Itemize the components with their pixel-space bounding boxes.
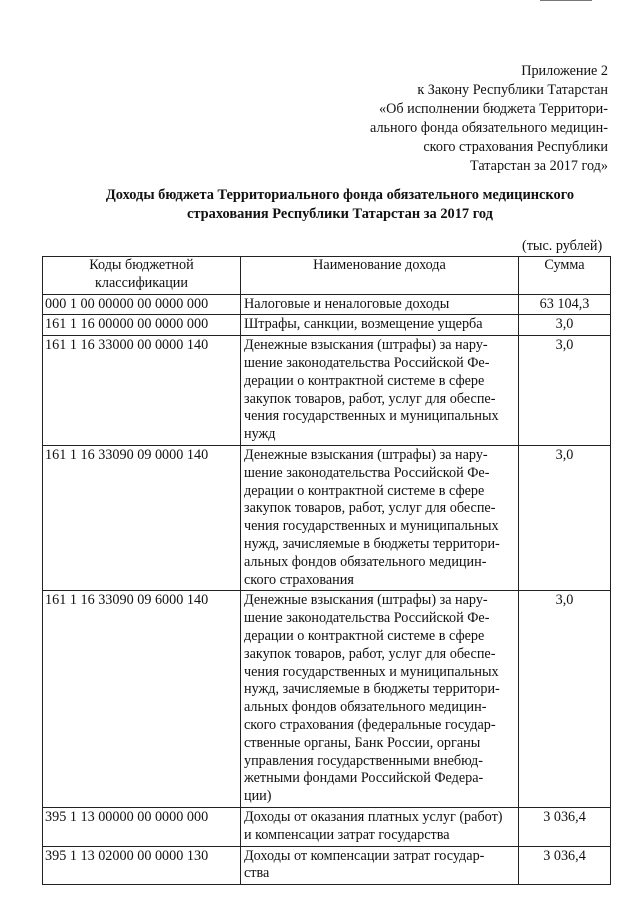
income-name-line: дерации о контрактной системе в сфере (244, 372, 485, 389)
classification-code: 395 1 13 02000 00 0000 130 (43, 846, 241, 885)
income-name-line: дерации о контрактной системе в сфере (244, 482, 485, 499)
income-name-line: ства (244, 865, 270, 882)
income-name-line: ского страхования (244, 571, 354, 588)
income-name-line: Денежные взыскания (штрафы) за нару- (244, 337, 488, 354)
income-sum: 3 036,4 (519, 807, 611, 846)
income-name-line: дерации о контрактной системе в сфере (244, 627, 485, 644)
classification-code: 161 1 16 33090 09 6000 140 (43, 591, 241, 808)
income-sum: 63 104,3 (519, 294, 611, 315)
income-name-line: Денежные взыскания (штрафы) за нару- (244, 446, 488, 463)
classification-code: 161 1 16 00000 00 0000 000 (43, 315, 241, 336)
classification-code: 161 1 16 33090 09 0000 140 (43, 445, 241, 590)
appendix-line: Приложение 2 (521, 63, 608, 79)
income-name-line: чения государственных и муниципальных (244, 663, 499, 680)
table-row (43, 846, 611, 885)
header-codes-line: классификации (95, 274, 188, 291)
income-table (42, 256, 611, 885)
income-name (241, 336, 519, 446)
classification-code: 395 1 13 00000 00 0000 000 (43, 807, 241, 846)
income-name-line: закупок товаров, работ, услуг для обеспе- (244, 645, 496, 662)
income-name-line: ции) (244, 788, 272, 805)
appendix-line: ского страхования Республики (423, 139, 608, 155)
table-body (43, 294, 611, 885)
income-name (241, 445, 519, 590)
income-name-line: шение законодательства Российской Фе- (244, 610, 490, 627)
appendix-heading (288, 62, 608, 176)
appendix-line: к Закону Республики Татарстан (417, 82, 608, 98)
income-name-line: нужд (244, 426, 276, 443)
income-name-line: ского страхования (федеральные государ- (244, 716, 496, 733)
income-name-line: шение законодательства Российской Фе- (244, 464, 490, 481)
income-name-line: ственные органы, Банк России, органы (244, 734, 481, 751)
title-line: Доходы бюджета Территориального фонда обязательного медицинского (105, 187, 575, 203)
income-name-line: шение законодательства Российской Фе- (244, 354, 490, 371)
income-name-line: чения государственных и муниципальных (244, 408, 499, 425)
table-row (43, 591, 611, 808)
income-sum: 3,0 (519, 336, 611, 446)
income-name-line: нужд, зачисляемые в бюджеты территори- (244, 535, 500, 552)
income-name-line: Налоговые и неналоговые доходы (244, 295, 450, 312)
income-sum: 3,0 (519, 315, 611, 336)
header-codes-line: Коды бюджетной (89, 257, 194, 273)
table-row (43, 315, 611, 336)
top-edge-line (540, 0, 592, 1)
table-row (43, 294, 611, 315)
appendix-line: «Об исполнении бюджета Территори- (379, 101, 608, 117)
income-name (241, 315, 519, 336)
income-name-line: нужд, зачисляемые в бюджеты территори- (244, 681, 500, 698)
header-sum: Сумма (519, 257, 611, 295)
document-title (40, 186, 640, 224)
header-codes (43, 257, 241, 295)
appendix-line: Татарстан за 2017 год» (470, 158, 608, 174)
header-name: Наименование дохода (241, 257, 519, 295)
income-sum: 3 036,4 (519, 846, 611, 885)
income-name-line: закупок товаров, работ, услуг для обеспе- (244, 500, 496, 517)
units-label: (тыс. рублей) (522, 238, 603, 254)
classification-code: 000 1 00 00000 00 0000 000 (43, 294, 241, 315)
income-name-line: и компенсации затрат государства (244, 826, 450, 843)
income-name-line: закупок товаров, работ, услуг для обеспе- (244, 390, 496, 407)
income-sum: 3,0 (519, 591, 611, 808)
income-name (241, 807, 519, 846)
income-name-line: Штрафы, санкции, возмещение ущерба (244, 316, 483, 333)
income-name-line: альных фондов обязательного медицин- (244, 699, 487, 716)
income-name-line: альных фондов обязательного медицин- (244, 553, 487, 570)
income-name (241, 591, 519, 808)
income-name-line: Денежные взыскания (штрафы) за нару- (244, 592, 488, 609)
income-name-line: жетными фондами Российской Федера- (244, 770, 484, 787)
income-name-line: Доходы от компенсации затрат государ- (244, 847, 485, 864)
table-row (43, 336, 611, 446)
table-row (43, 445, 611, 590)
income-name (241, 294, 519, 315)
income-name-line: Доходы от оказания платных услуг (работ) (244, 808, 503, 825)
table-row (43, 807, 611, 846)
title-line: страхования Республики Татарстан за 2017 год (187, 206, 493, 222)
income-sum: 3,0 (519, 445, 611, 590)
income-name (241, 846, 519, 885)
appendix-line: ального фонда обязательного медицин- (370, 120, 608, 136)
income-name-line: чения государственных и муниципальных (244, 518, 499, 535)
classification-code: 161 1 16 33000 00 0000 140 (43, 336, 241, 446)
income-name-line: управления государственными внебюд- (244, 752, 483, 769)
table-header-row (43, 257, 611, 295)
